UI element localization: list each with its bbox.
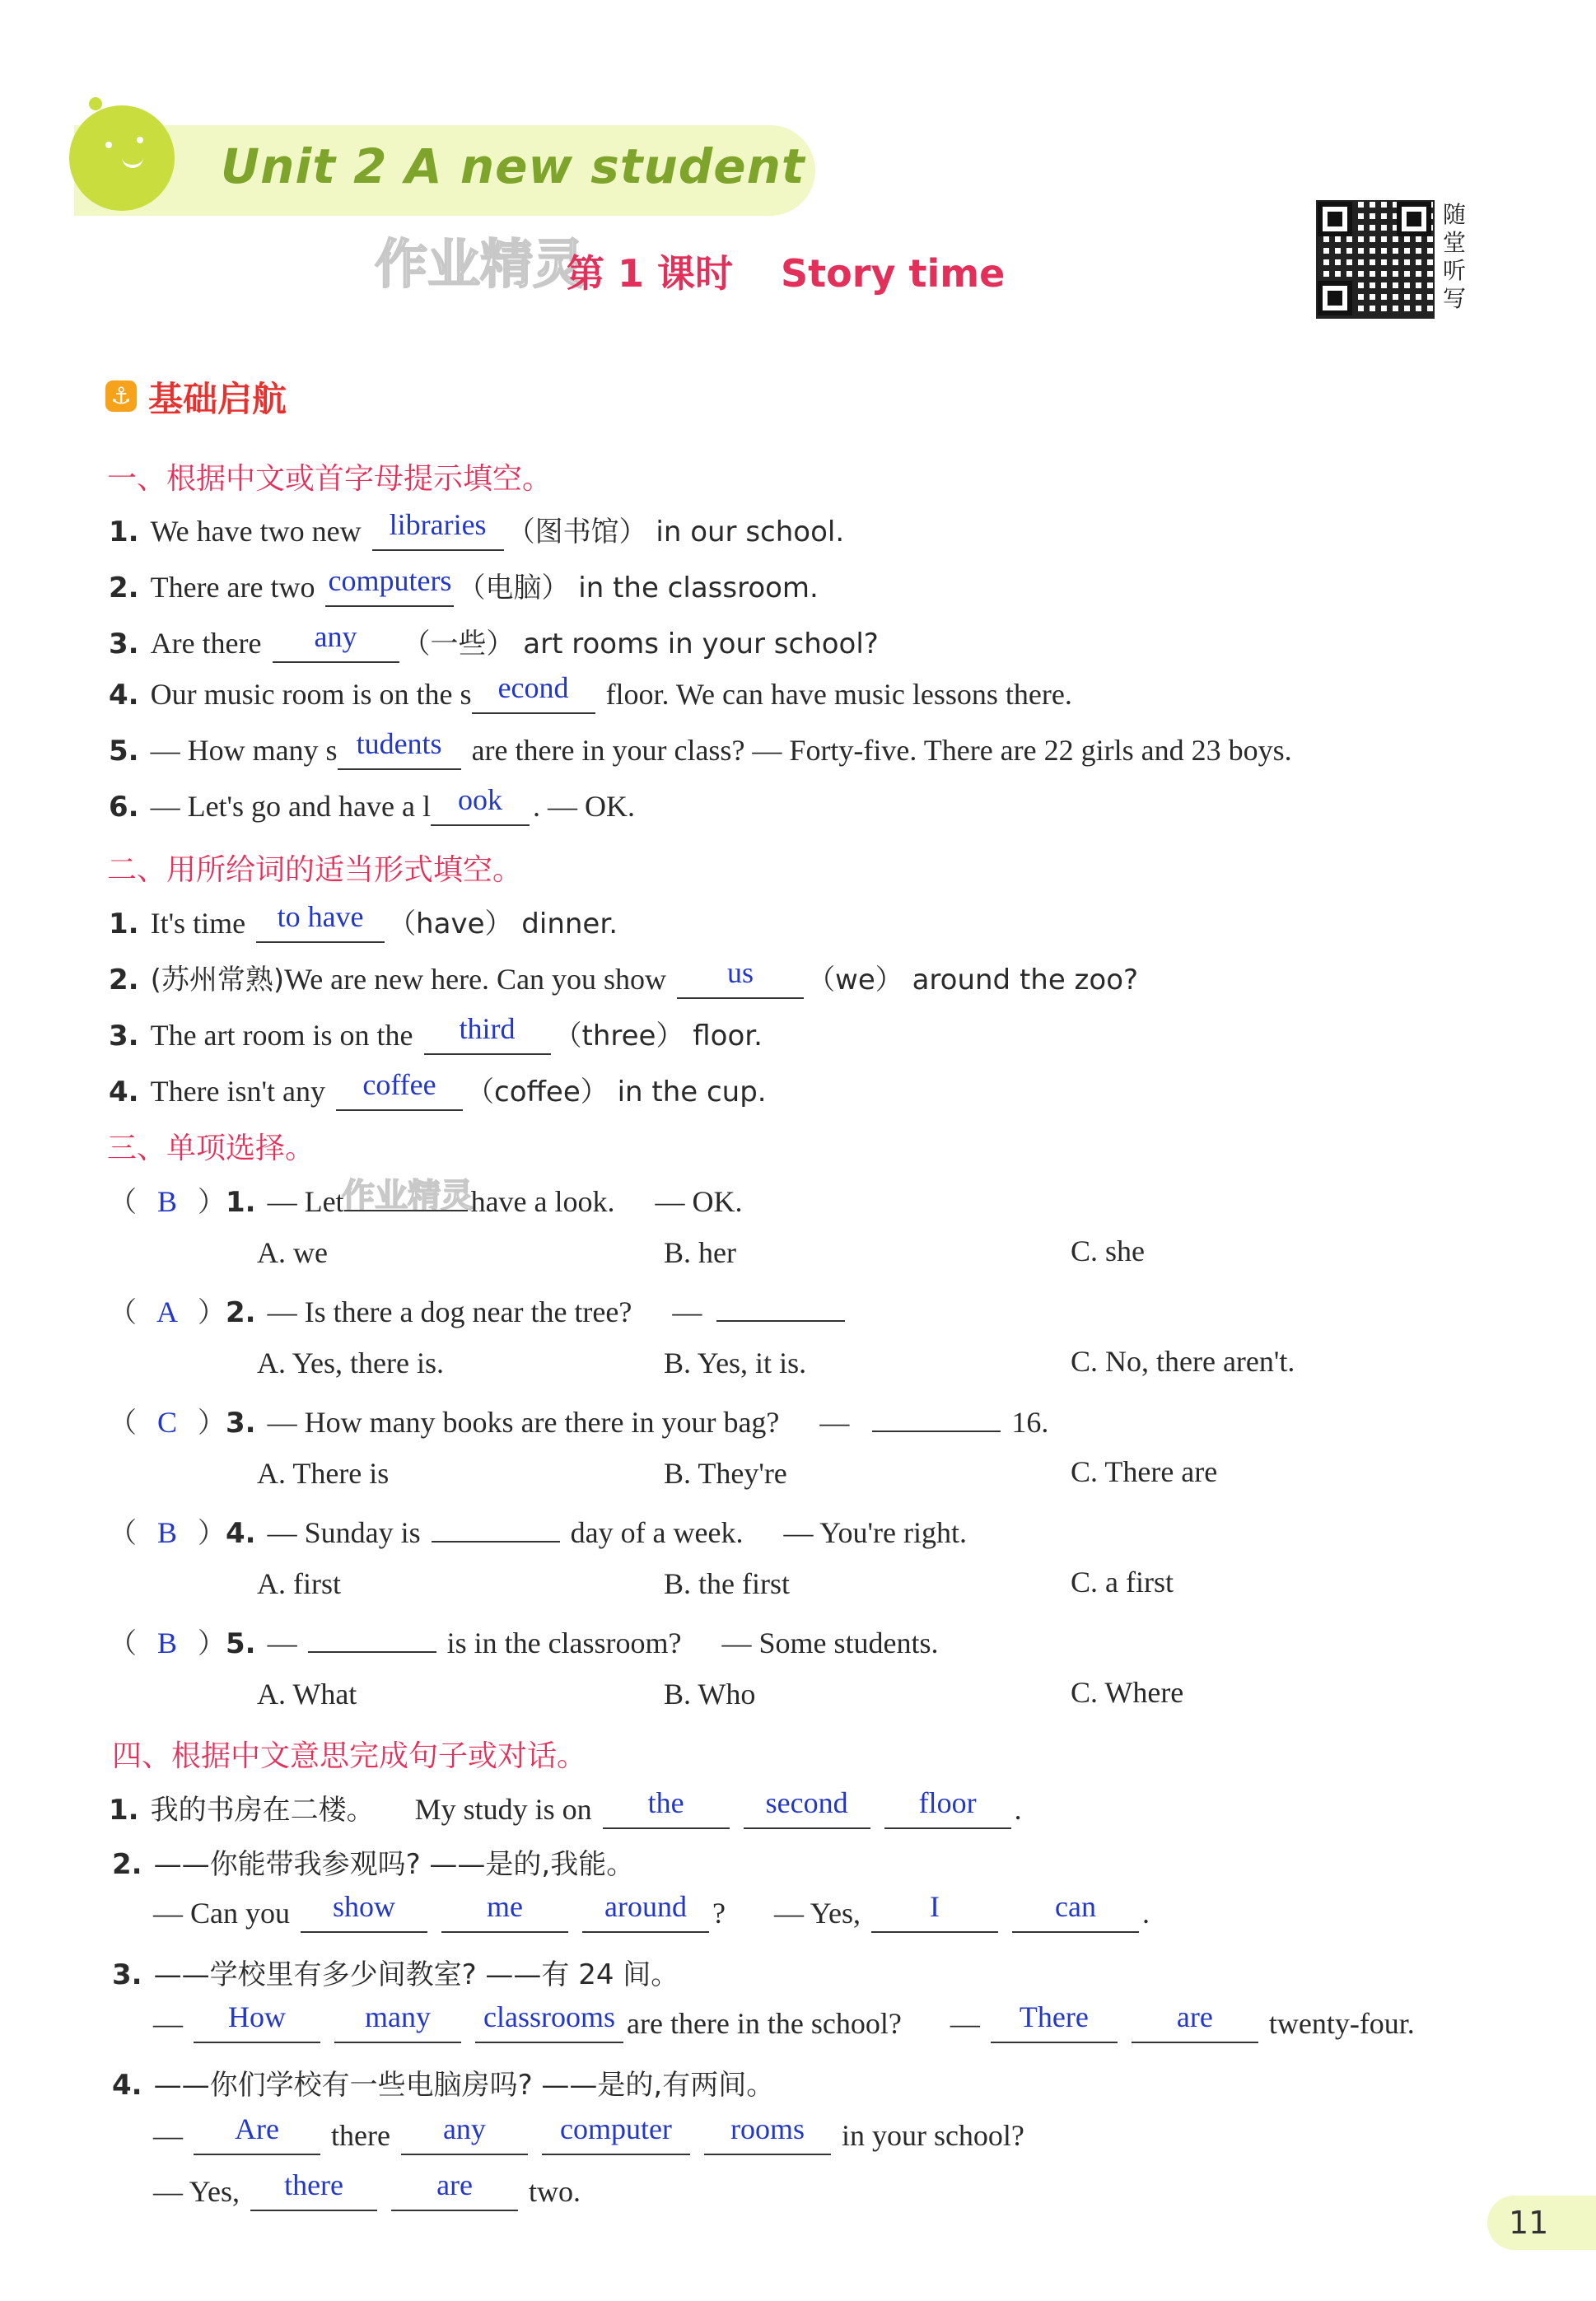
answer-blank[interactable]: can	[1012, 1898, 1139, 1933]
exercise-line: 2. ——你能带我参观吗? ——是的,我能。	[112, 1848, 635, 1881]
mc-answer[interactable]: C	[156, 1406, 177, 1439]
answer-blank[interactable]: I	[871, 1898, 998, 1933]
unit-title: Unit 2 A new student	[221, 138, 805, 194]
answer-blank[interactable]: are	[1132, 2009, 1258, 2043]
option-b[interactable]: B. They're	[664, 1457, 787, 1490]
option-c[interactable]: C. she	[1071, 1235, 1145, 1267]
qr-corner	[1397, 202, 1431, 236]
anchor-icon: ⚓	[105, 380, 137, 412]
answer-blank[interactable]: to have	[256, 908, 385, 943]
answer-blank[interactable]: many	[334, 2009, 461, 2043]
exercise-line: 4. Our music room is on the s econd floor. We can have music lessons there.	[109, 677, 1072, 714]
answer-blank[interactable]: me	[441, 1898, 568, 1933]
answer-blank[interactable]: computers	[325, 572, 454, 607]
answer-blank[interactable]: around	[582, 1898, 709, 1933]
mc-question: （ B ）4. — Sunday is day of a week. — You're right.	[109, 1516, 968, 1550]
mascot-eye	[105, 142, 112, 148]
option-a[interactable]: A. What	[257, 1678, 357, 1711]
exercise-line: — Can you show me around ? — Yes, I can .	[153, 1896, 1150, 1933]
answer-blank[interactable]	[872, 1427, 1001, 1432]
mc-answer[interactable]: B	[156, 1627, 177, 1659]
answer-blank[interactable]: are	[391, 2177, 518, 2211]
section-title: 基础启航	[148, 379, 287, 419]
part-title: 三、单项选择。	[107, 1132, 315, 1165]
answer-blank[interactable]	[344, 1207, 468, 1211]
part-title: 二、用所给词的适当形式填空。	[107, 853, 523, 887]
answer-blank[interactable]: any	[401, 2121, 528, 2155]
exercise-line: — How many classrooms are there in the school? — There are twenty-four.	[153, 2006, 1415, 2043]
part-title: 一、根据中文或首字母提示填空。	[107, 462, 553, 496]
option-c[interactable]: C. Where	[1071, 1676, 1184, 1709]
answer-blank[interactable]	[308, 1648, 436, 1653]
option-a[interactable]: A. There is	[257, 1457, 390, 1490]
watermark: 作业精灵	[375, 235, 586, 296]
answer-blank[interactable]: There	[991, 2009, 1118, 2043]
answer-blank[interactable]: the	[603, 1795, 730, 1829]
option-a[interactable]: A. first	[257, 1567, 341, 1600]
answer-blank[interactable]: any	[273, 628, 399, 663]
answer-blank[interactable]: tudents	[338, 735, 461, 770]
exercise-line: 2. There are two computers （电脑） in the classroom.	[109, 565, 819, 607]
exercise-line: 2. (苏州常熟)We are new here. Can you show us （we） around the zoo?	[109, 957, 1138, 999]
answer-blank[interactable]: classrooms	[475, 2009, 623, 2043]
answer-blank[interactable]: second	[744, 1795, 870, 1829]
answer-blank[interactable]	[716, 1317, 845, 1322]
option-c[interactable]: C. a first	[1071, 1566, 1174, 1599]
part-title: 四、根据中文意思完成句子或对话。	[112, 1739, 587, 1773]
qr-corner	[1318, 202, 1352, 236]
mc-question: （ B ）1. — Let have a look. — OK.	[109, 1185, 743, 1219]
exercise-line: 1. We have two new libraries （图书馆） in our school.	[109, 509, 844, 551]
option-b[interactable]: B. her	[664, 1236, 736, 1269]
answer-blank[interactable]: econd	[472, 679, 595, 714]
option-c[interactable]: C. There are	[1071, 1455, 1218, 1488]
exercise-line: 3. The art room is on the third （three） floor.	[109, 1013, 763, 1055]
answer-blank[interactable]: third	[424, 1020, 551, 1055]
option-c[interactable]: C. No, there aren't.	[1071, 1345, 1295, 1378]
mascot-antenna	[89, 97, 102, 110]
mc-question: （ C ）3. — How many books are there in your bag? — 16.	[109, 1406, 1049, 1440]
exercise-line: 4. ——你们学校有一些电脑房吗? ——是的,有两间。	[112, 2069, 775, 2102]
exercise-line: — Are there any computer rooms in your school?	[153, 2118, 1024, 2155]
exercise-line: 4. There isn't any coffee （coffee） in the cup.	[109, 1069, 767, 1111]
option-b[interactable]: B. the first	[664, 1567, 790, 1600]
mc-answer[interactable]: B	[156, 1516, 177, 1549]
option-b[interactable]: B. Who	[664, 1678, 756, 1711]
mascot-eye	[137, 137, 143, 143]
answer-blank[interactable]: ook	[431, 791, 530, 826]
answer-blank[interactable]: libraries	[372, 516, 504, 551]
exercise-line: 6. — Let's go and have a l ook . — OK.	[109, 789, 635, 826]
option-b[interactable]: B. Yes, it is.	[664, 1347, 807, 1379]
exercise-line: 3. ——学校里有多少间教室? ——有 24 间。	[112, 1958, 679, 1991]
exercise-line: 3. Are there any （一些） art rooms in your school?	[109, 621, 879, 663]
answer-blank[interactable]: Are	[194, 2121, 320, 2155]
mc-question: （ A ）2. — Is there a dog near the tree? —	[109, 1290, 848, 1330]
answer-blank[interactable]: computer	[542, 2121, 690, 2155]
answer-blank[interactable]: show	[301, 1898, 427, 1933]
option-a[interactable]: A. Yes, there is.	[257, 1347, 445, 1379]
answer-blank[interactable]: coffee	[336, 1076, 463, 1111]
page-number: 11	[1487, 2196, 1596, 2250]
mc-answer[interactable]: A	[156, 1295, 178, 1328]
answer-blank[interactable]: rooms	[704, 2121, 831, 2155]
answer-blank[interactable]: there	[250, 2177, 377, 2211]
exercise-line: — Yes, there are two.	[153, 2174, 581, 2211]
exercise-line: 5. — How many s tudents are there in your class? — Forty-five. There are 22 girls and 23 boys.	[109, 733, 1292, 770]
lesson-title: 第 1 课时 Story time	[567, 251, 1006, 296]
answer-blank[interactable]: us	[677, 964, 804, 999]
mc-answer[interactable]: B	[156, 1185, 177, 1218]
option-a[interactable]: A. we	[257, 1236, 328, 1269]
answer-blank[interactable]	[432, 1538, 560, 1543]
watermark: 作业精灵	[342, 1177, 474, 1215]
exercise-line: 1. 我的书房在二楼。 My study is on the second floor .	[109, 1787, 1022, 1829]
answer-blank[interactable]: How	[194, 2009, 320, 2043]
exercise-line: 1. It's time to have （have） dinner.	[109, 901, 618, 943]
answer-blank[interactable]: floor	[884, 1795, 1011, 1829]
qr-corner	[1318, 281, 1352, 315]
mc-question: （ B ）5. — is in the classroom? — Some students.	[109, 1627, 939, 1660]
qr-label: 随堂听写	[1443, 201, 1467, 312]
